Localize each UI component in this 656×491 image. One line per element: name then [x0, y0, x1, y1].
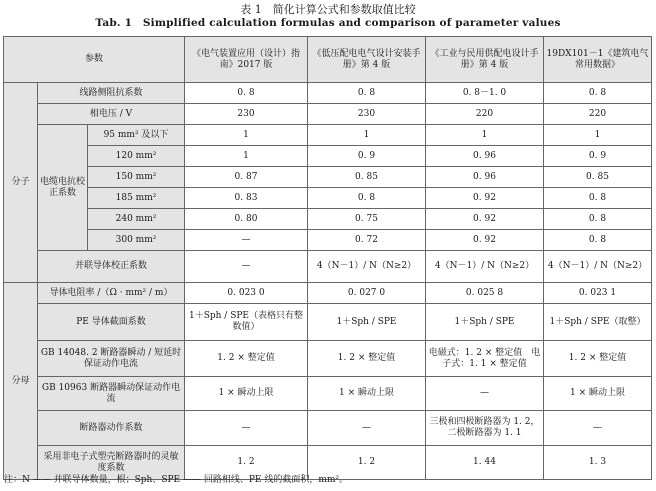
- row-label: 185 mm²: [88, 188, 185, 209]
- row-label: 采用非电子式塑壳断路器时的灵敏度系数: [38, 446, 185, 480]
- group-cable-reactance: 电缆电抗校正系数: [38, 125, 88, 251]
- table-cell: 0. 87: [185, 167, 308, 188]
- table-cell: 0. 72: [308, 230, 426, 251]
- table-cell: 1. 2: [308, 446, 426, 480]
- table-cell: 230: [308, 104, 426, 125]
- table-row: [4, 377, 652, 411]
- header-source-2: 《低压配电电气设计安装手册》第 4 版: [308, 37, 426, 83]
- table-cell: 1 × 瞬动上限: [185, 377, 308, 411]
- row-label: 120 mm²: [88, 146, 185, 167]
- header-param: 参数: [4, 37, 185, 83]
- table-row: [4, 146, 652, 167]
- header-source-4: 19DX101－1《建筑电气常用数据》: [544, 37, 652, 83]
- table-cell: —: [426, 377, 544, 411]
- table-caption-cn: 表 1 简化计算公式和参数取值比较: [240, 3, 416, 16]
- table-cell: 1: [544, 125, 652, 146]
- table-cell: 0. 92: [426, 230, 544, 251]
- table-cell: 0. 96: [426, 146, 544, 167]
- table-cell: 1: [185, 146, 308, 167]
- table-cell: 1. 3: [544, 446, 652, 480]
- table-cell: 0. 027 0: [308, 283, 426, 304]
- table-cell: —: [185, 230, 308, 251]
- table-cell: 0. 96: [426, 167, 544, 188]
- table-cell: —: [185, 411, 308, 446]
- table-cell: 1. 2 × 整定值: [185, 341, 308, 377]
- row-label: 线路侧阻抗系数: [38, 83, 185, 104]
- table-cell: —: [544, 411, 652, 446]
- table-cell: 220: [426, 104, 544, 125]
- table-cell: 0. 025 8: [426, 283, 544, 304]
- table-cell: 0. 8－1. 0: [426, 83, 544, 104]
- table-cell: 4（N－1）/ N（N≥2）: [426, 251, 544, 283]
- table-row: [4, 167, 652, 188]
- table-cell: 0. 023 0: [185, 283, 308, 304]
- row-label: 95 mm² 及以下: [88, 125, 185, 146]
- table-cell: 0. 83: [185, 188, 308, 209]
- table-row: [4, 104, 652, 125]
- table-cell: 1＋Sph / SPE: [308, 304, 426, 341]
- table-row: [4, 125, 652, 146]
- table-row: [4, 230, 652, 251]
- table-cell: 1. 2: [185, 446, 308, 480]
- table-cell: 1: [426, 125, 544, 146]
- row-label: 150 mm²: [88, 167, 185, 188]
- table-row: [4, 83, 652, 104]
- comparison-table: [3, 36, 652, 480]
- table-cell: 0. 92: [426, 188, 544, 209]
- table-row: [4, 341, 652, 377]
- table-cell: 电磁式：1. 2 × 整定值 电子式：1. 1 × 整定值: [426, 341, 544, 377]
- table-cell: 1. 2 × 整定值: [308, 341, 426, 377]
- row-label: GB 14048. 2 断路器瞬动 / 短延时保证动作电流: [38, 341, 185, 377]
- group-fenmu: 分母: [4, 283, 38, 480]
- table-cell: 4（N－1）/ N（N≥2）: [308, 251, 426, 283]
- table-cell: 0. 8: [544, 188, 652, 209]
- table-cell: 1. 2 × 整定值: [544, 341, 652, 377]
- row-label: PE 导体截面系数: [38, 304, 185, 341]
- row-label: GB 10963 断路器瞬动保证动作电流: [38, 377, 185, 411]
- header-source-3: 《工业与民用供配电设计手册》第 4 版: [426, 37, 544, 83]
- table-cell: 1＋Sph / SPE（表格只有整数值）: [185, 304, 308, 341]
- table-footnote: 注：N —— 并联导体数量，根；Sph、SPE —— 回路相线、PE 线的截面积，mm²。: [4, 475, 348, 485]
- row-label: 240 mm²: [88, 209, 185, 230]
- row-label: 导体电阻率 /（Ω · mm² / m）: [38, 283, 185, 304]
- table-cell: 1. 44: [426, 446, 544, 480]
- group-fenzi: 分子: [4, 83, 38, 283]
- table-cell: 220: [544, 104, 652, 125]
- row-label: 相电压 / V: [38, 104, 185, 125]
- table-cell: 4（N－1）/ N（N≥2）: [544, 251, 652, 283]
- table-cell: 0. 75: [308, 209, 426, 230]
- table-cell: 1＋Sph / SPE（取整）: [544, 304, 652, 341]
- row-label: 断路器动作系数: [38, 411, 185, 446]
- table-caption-en: Tab. 1 Simplified calculation formulas and comparison of parameter values: [95, 17, 561, 29]
- table-cell: 0. 85: [544, 167, 652, 188]
- row-label: 并联导体校正系数: [38, 251, 185, 283]
- table-cell: 0. 85: [308, 167, 426, 188]
- table-cell: —: [185, 251, 308, 283]
- table-cell: 0. 8: [544, 209, 652, 230]
- table-row: [4, 209, 652, 230]
- table-cell: 0. 8: [544, 83, 652, 104]
- table-row: [4, 251, 652, 283]
- table-cell: 三极和四极断路器为 1. 2，二极断路器为 1. 1: [426, 411, 544, 446]
- table-cell: 230: [185, 104, 308, 125]
- table-cell: 0. 8: [308, 83, 426, 104]
- table-cell: 0. 8: [308, 188, 426, 209]
- table-cell: 1＋Sph / SPE: [426, 304, 544, 341]
- table-cell: 1 × 瞬动上限: [308, 377, 426, 411]
- table-row: [4, 304, 652, 341]
- table-cell: 0. 9: [308, 146, 426, 167]
- table-cell: 1 × 瞬动上限: [544, 377, 652, 411]
- table-row: [4, 283, 652, 304]
- table-cell: 0. 9: [544, 146, 652, 167]
- row-label: 300 mm²: [88, 230, 185, 251]
- table-cell: 0. 8: [185, 83, 308, 104]
- header-row: [4, 37, 652, 83]
- table-cell: 0. 80: [185, 209, 308, 230]
- table-cell: 0. 8: [544, 230, 652, 251]
- table-row: [4, 188, 652, 209]
- table-cell: 1: [185, 125, 308, 146]
- table-cell: 0. 92: [426, 209, 544, 230]
- table-cell: —: [308, 411, 426, 446]
- header-source-1: 《电气装置应用（设计）指南》2017 版: [185, 37, 308, 83]
- table-cell: 0. 023 1: [544, 283, 652, 304]
- table-cell: 1: [308, 125, 426, 146]
- table-row: [4, 411, 652, 446]
